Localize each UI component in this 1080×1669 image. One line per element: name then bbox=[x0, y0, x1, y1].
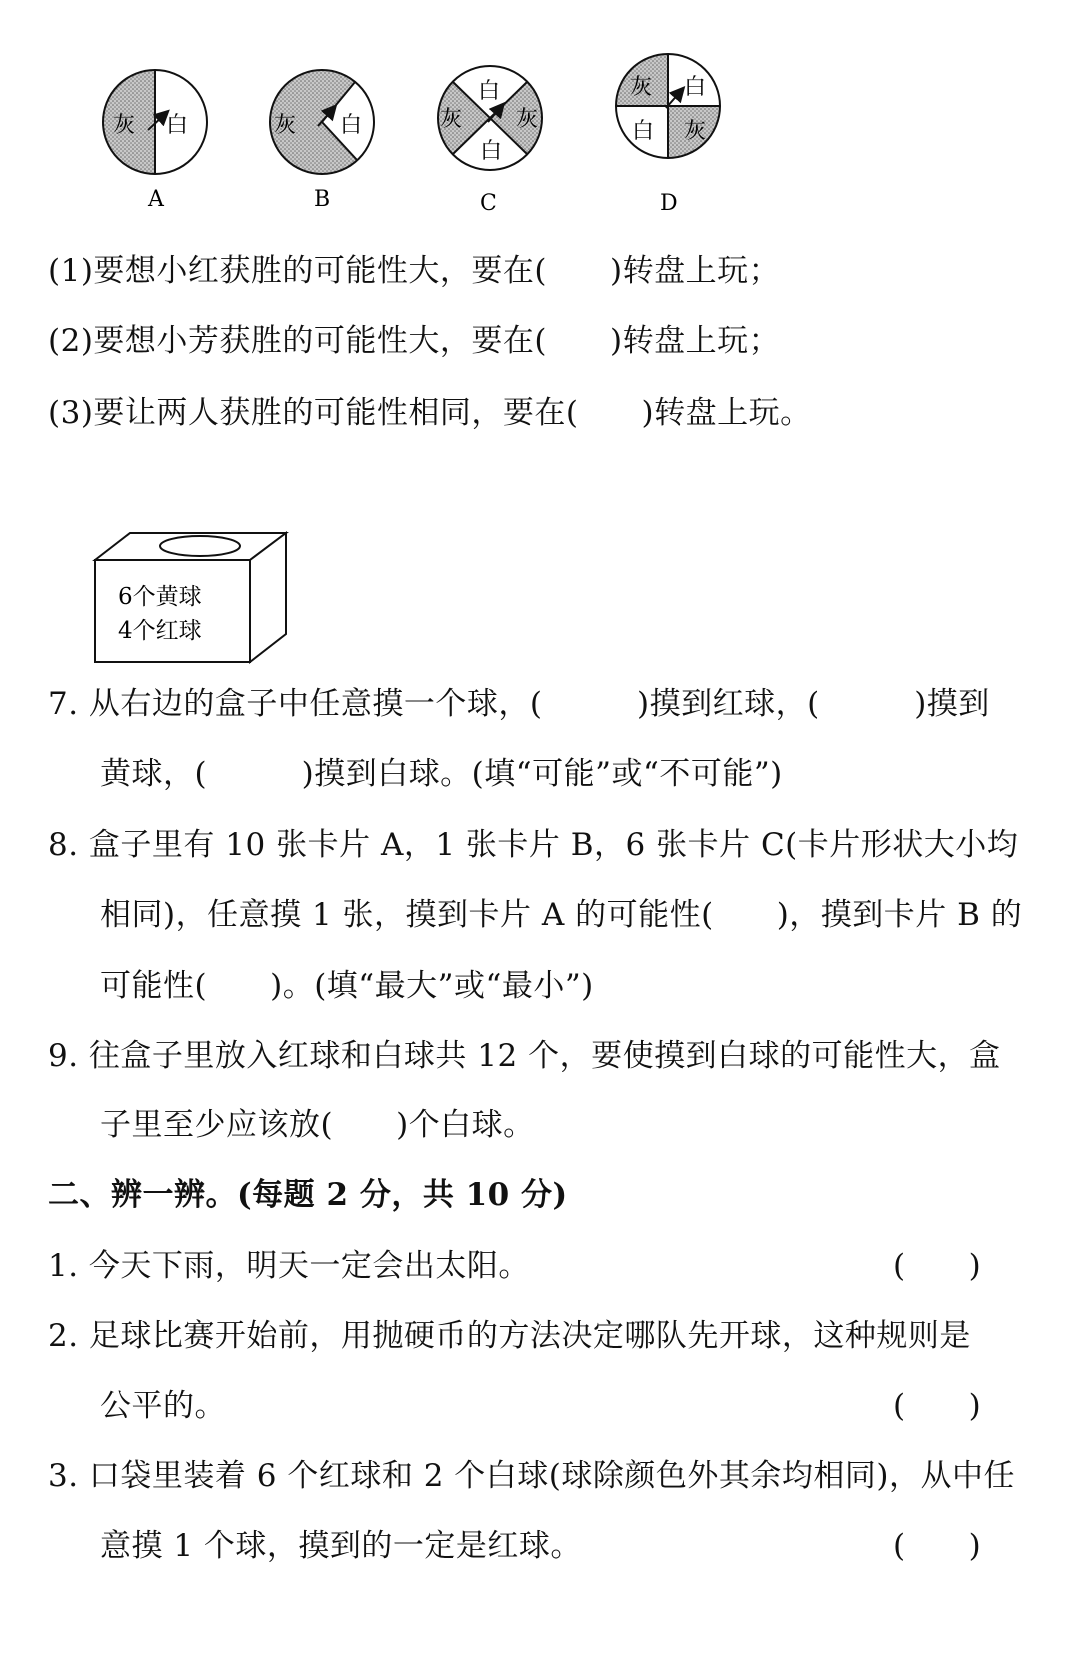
spinner-c-seg-2: 灰 bbox=[440, 107, 463, 132]
box-line-1: 6个黄球 bbox=[118, 584, 202, 610]
spinners-figure bbox=[0, 0, 1080, 230]
q7-line-1: 7. 从右边的盒子中任意摸一个球，( )摸到红球，( )摸到 bbox=[48, 686, 990, 722]
spinner-c-seg-4: 白 bbox=[480, 139, 503, 164]
spinner-c-label: C bbox=[480, 191, 497, 216]
judge-3-paren: ( ) bbox=[893, 1528, 982, 1564]
q6-line-2: (2)要想小芳获胜的可能性大，要在( )转盘上玩； bbox=[48, 323, 781, 359]
spinner-d-label: D bbox=[660, 191, 678, 216]
judge-2-line-2: 公平的。 bbox=[100, 1388, 226, 1424]
spinner-d-seg-4: 灰 bbox=[684, 119, 707, 144]
spinner-a bbox=[103, 70, 207, 212]
section-2-title: 二、辨一辨。(每题 2 分，共 10 分) bbox=[48, 1177, 568, 1213]
q8-line-1: 8. 盒子里有 10 张卡片 A，1 张卡片 B，6 张卡片 C(卡片形状大小均 bbox=[48, 827, 1019, 863]
q8-line-3: 可能性( )。(填“最大”或“最小”) bbox=[100, 968, 594, 1004]
spinner-d bbox=[616, 54, 720, 216]
spinner-a-seg-2: 白 bbox=[166, 113, 189, 138]
spinner-d-seg-2: 白 bbox=[684, 75, 707, 100]
q9-line-2: 子里至少应该放( )个白球。 bbox=[100, 1107, 535, 1143]
judge-2-line-1: 2. 足球比赛开始前，用抛硬币的方法决定哪队先开球，这种规则是 bbox=[48, 1318, 971, 1354]
q6-line-1: (1)要想小红获胜的可能性大，要在( )转盘上玩； bbox=[48, 253, 781, 289]
ball-box-figure bbox=[90, 530, 290, 665]
spinner-b bbox=[270, 70, 374, 212]
judge-3-line-1: 3. 口袋里装着 6 个红球和 2 个白球(球除颜色外其余均相同)，从中任 bbox=[48, 1458, 1015, 1494]
judge-1-paren: ( ) bbox=[893, 1248, 982, 1284]
spinner-a-label: A bbox=[148, 187, 164, 212]
spinner-c-seg-3: 灰 bbox=[516, 107, 539, 132]
spinner-c bbox=[438, 66, 542, 216]
q7-line-2: 黄球，( )摸到白球。(填“可能”或“不可能”) bbox=[100, 756, 783, 792]
spinner-b-label: B bbox=[314, 187, 331, 212]
box-line-2: 4个红球 bbox=[118, 618, 202, 644]
judge-1-text: 1. 今天下雨，明天一定会出太阳。 bbox=[48, 1248, 530, 1284]
judge-2-paren: ( ) bbox=[893, 1388, 982, 1424]
spinner-a-seg-1: 灰 bbox=[113, 113, 136, 138]
spinner-d-seg-3: 白 bbox=[632, 119, 655, 144]
spinner-c-seg-1: 白 bbox=[478, 79, 501, 104]
spinner-d-seg-1: 灰 bbox=[630, 75, 653, 100]
spinner-b-seg-1: 灰 bbox=[274, 113, 297, 138]
judge-3-line-2: 意摸 1 个球，摸到的一定是红球。 bbox=[100, 1528, 582, 1564]
q9-line-1: 9. 往盒子里放入红球和白球共 12 个，要使摸到白球的可能性大，盒 bbox=[48, 1038, 1001, 1074]
q6-line-3: (3)要让两人获胜的可能性相同，要在( )转盘上玩。 bbox=[48, 395, 812, 431]
spinner-b-seg-2: 白 bbox=[340, 113, 363, 138]
q8-line-2: 相同)，任意摸 1 张，摸到卡片 A 的可能性( )，摸到卡片 B 的 bbox=[100, 897, 1023, 933]
